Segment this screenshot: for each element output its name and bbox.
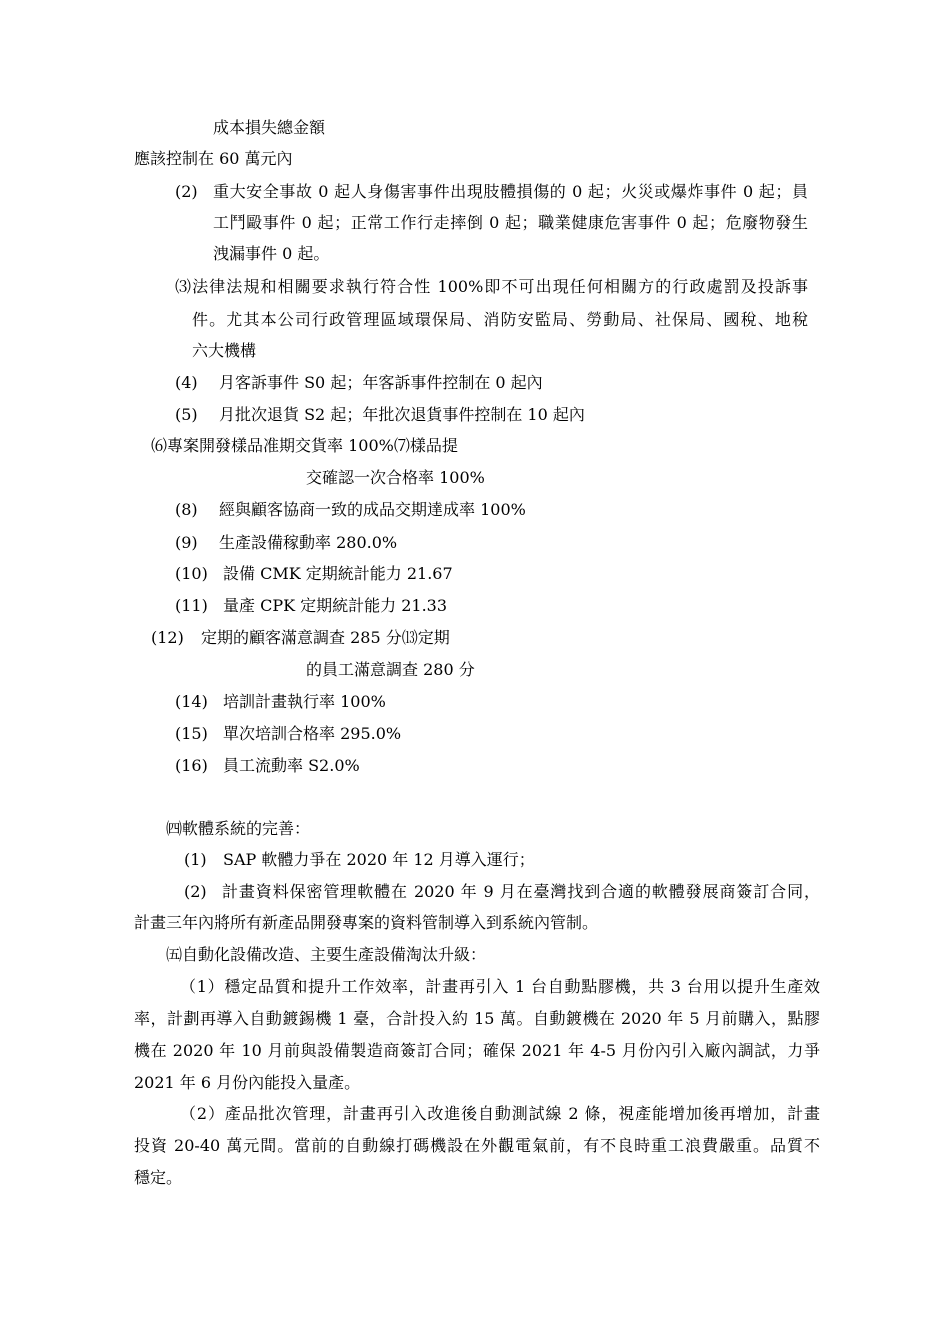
section-heading: ㈣軟體系統的完善：: [166, 819, 311, 838]
item-number: (10): [175, 564, 208, 583]
text-line: 成本損失總金額: [213, 118, 326, 137]
item-number: (14): [175, 692, 208, 711]
item-text: 月批次退貨 S2 起；年批次退貨事件控制在 10 起內: [219, 405, 585, 424]
item-text: 六大機構: [192, 341, 257, 360]
paragraph-line: 率，計劃再導入自動鍍錫機 1 臺，合計投入約 15 萬。自動鍍機在 2020 年 5 月前購入，點膠: [134, 1009, 820, 1028]
item-text: 培訓計畫執行率 100%: [223, 692, 386, 711]
item-text: 經與顧客協商一致的成品交期達成率 100%: [219, 500, 526, 519]
item-text: 的員工滿意調查 280 分: [306, 660, 475, 679]
item-text: ⑶法律法規和相關要求執行符合性 100%即不可出現任何相關方的行政處罰及投訴事: [175, 277, 808, 296]
item-text: 計畫三年內將所有新產品開發專案的資料管制導入到系統內管制。: [134, 913, 599, 932]
paragraph-line: 機在 2020 年 10 月前與設備製造商簽訂合同；確保 2021 年 4-5 月份內引入廠內調試，力爭: [134, 1041, 820, 1060]
paragraph-line: （1）穩定品質和提升工作效率，計畫再引入 1 台自動點膠機，共 3 台用以提升生產效: [180, 977, 820, 996]
item-text: 計畫資料保密管理軟體在 2020 年 9 月在臺灣找到合適的軟體發展商簽訂合同，: [222, 882, 820, 901]
item-number: (1): [184, 850, 207, 869]
item-text: 洩漏事件 0 起。: [213, 244, 330, 263]
text-line: 應該控制在 60 萬元內: [134, 149, 293, 168]
item-number: (12): [151, 628, 184, 647]
item-text: 員工流動率 S2.0%: [223, 756, 360, 775]
section-heading: ㈤自動化設備改造、主要生產設備淘汰升級：: [166, 945, 487, 964]
item-text: 月客訴事件 S0 起；年客訴事件控制在 0 起內: [219, 373, 543, 392]
item-text: 設備 CMK 定期統計能力 21.67: [223, 564, 453, 583]
item-number: (8): [175, 500, 198, 519]
item-number: (2): [184, 882, 207, 901]
item-text: 件。尤其本公司行政管理區域環保局、消防安監局、勞動局、社保局、國稅、地稅: [192, 310, 808, 329]
item-text: SAP 軟體力爭在 2020 年 12 月導入運行；: [223, 850, 535, 869]
item-text: 重大安全事故 0 起人身傷害事件出現肢體損傷的 0 起；火災或爆炸事件 0 起；員: [213, 182, 808, 201]
paragraph-line: （2）產品批次管理，計畫再引入改進後自動測試線 2 條，視產能增加後再增加，計畫: [180, 1104, 820, 1123]
paragraph-line: 穩定。: [134, 1168, 183, 1187]
item-text: 生產設備稼動率 280.0%: [219, 533, 398, 552]
paragraph-line: 2021 年 6 月份內能投入量產。: [134, 1073, 361, 1092]
item-number: (16): [175, 756, 208, 775]
item-text: 量產 CPK 定期統計能力 21.33: [223, 596, 448, 615]
item-text: 工鬥毆事件 0 起；正常工作行走摔倒 0 起；職業健康危害事件 0 起；危廢物發生: [213, 213, 808, 232]
item-number: (9): [175, 533, 198, 552]
item-text: 定期的顧客滿意調查 285 分⒀定期: [201, 628, 450, 647]
item-text: 單次培訓合格率 295.0%: [223, 724, 402, 743]
item-number: (11): [175, 596, 208, 615]
item-number: (5): [175, 405, 198, 424]
item-number: (4): [175, 373, 198, 392]
item-number: (2): [175, 182, 198, 201]
item-number: (15): [175, 724, 208, 743]
paragraph-line: 投資 20-40 萬元間。當前的自動線打碼機設在外觀電氣前，有不良時重工浪費嚴重。品質不: [134, 1136, 820, 1155]
item-text: ⑹專案開發樣品准期交貨率 100%⑺樣品提: [151, 436, 458, 455]
item-text: 交確認一次合格率 100%: [306, 468, 485, 487]
